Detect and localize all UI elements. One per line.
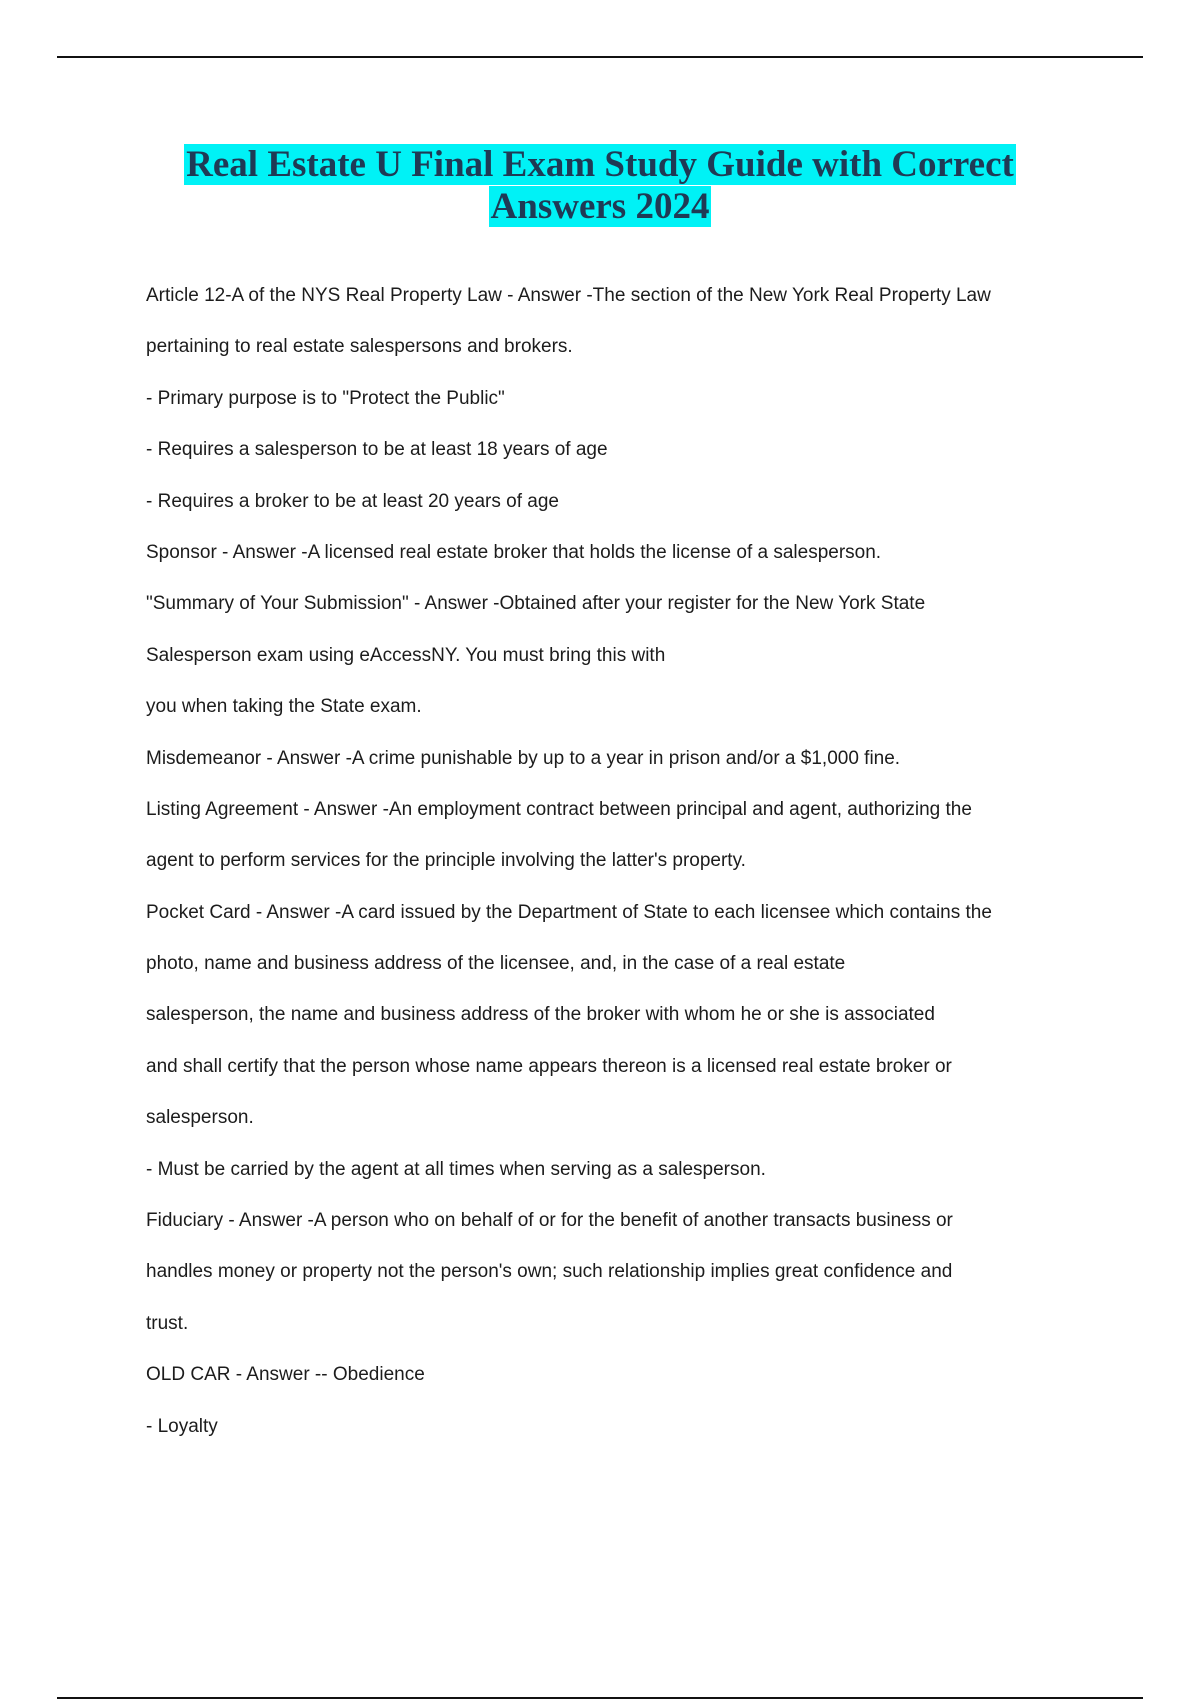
body-line: pertaining to real estate salespersons and brokers. <box>146 336 573 358</box>
body-line: Listing Agreement - Answer -An employment contract between principal and agent, authorizing the <box>146 798 972 820</box>
body-line: Sponsor - Answer -A licensed real estate broker that holds the license of a salesperson. <box>146 541 882 563</box>
body-line: agent to perform services for the principle involving the latter's property. <box>146 850 746 872</box>
top-rule <box>57 56 1143 58</box>
body-line: Pocket Card - Answer -A card issued by the Department of State to each licensee which contains the <box>146 901 992 923</box>
title-line-1: Real Estate U Final Exam Study Guide with Correct <box>186 144 1014 185</box>
body-line: Article 12-A of the NYS Real Property Law - Answer -The section of the New York Real Property Law <box>146 285 991 306</box>
document-title <box>0 144 1200 228</box>
body-line: OLD CAR - Answer -- Obedience <box>146 1364 425 1386</box>
body-line: salesperson. <box>146 1107 254 1129</box>
document-body <box>146 276 1056 1458</box>
bottom-rule <box>57 1697 1143 1699</box>
body-line: you when taking the State exam. <box>146 696 422 718</box>
body-line: photo, name and business address of the licensee, and, in the case of a real estate <box>146 953 846 975</box>
body-line: Fiduciary - Answer -A person who on behalf of or for the benefit of another transacts business or <box>146 1210 953 1232</box>
body-line: and shall certify that the person whose name appears thereon is a licensed real estate broker or <box>146 1055 952 1077</box>
body-line: - Must be carried by the agent at all times when serving as a salesperson. <box>146 1158 766 1180</box>
body-line: salesperson, the name and business address of the broker with whom he or she is associated <box>146 1004 935 1026</box>
body-line: - Requires a salesperson to be at least 18 years of age <box>146 439 608 461</box>
body-line: "Summary of Your Submission" - Answer -Obtained after your register for the New York State <box>146 593 926 615</box>
body-line: trust. <box>146 1312 189 1334</box>
body-line: Salesperson exam using eAccessNY. You must bring this with <box>146 644 666 666</box>
body-line: Misdemeanor - Answer -A crime punishable by up to a year in prison and/or a $1,000 fine. <box>146 747 901 769</box>
body-line: - Primary purpose is to "Protect the Public" <box>146 387 505 409</box>
body-line: handles money or property not the person's own; such relationship implies great confidence and <box>146 1261 953 1283</box>
body-line: - Loyalty <box>146 1415 218 1437</box>
title-line-2: Answers 2024 <box>490 186 710 227</box>
body-line: - Requires a broker to be at least 20 years of age <box>146 490 559 512</box>
